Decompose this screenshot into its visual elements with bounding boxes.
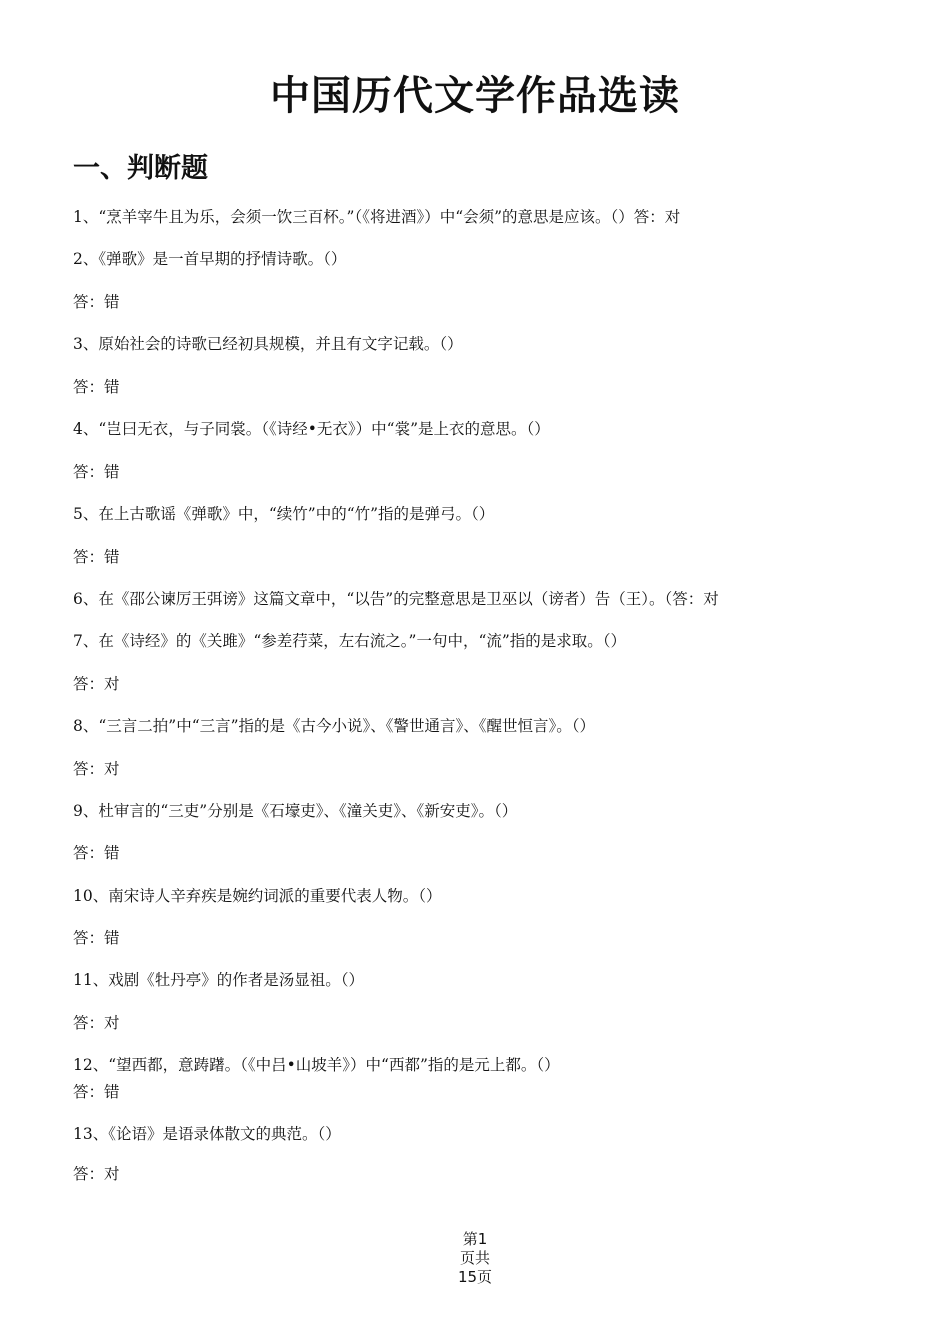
answer-9: 答：错 — [73, 844, 120, 862]
question-12: 12、“望西都，意踌躇。（《中吕•山坡羊》）中“西都”指的是元上都。（） — [73, 1056, 560, 1074]
answer-13: 答：对 — [73, 1165, 120, 1183]
answer-5: 答：错 — [73, 548, 120, 566]
question-6: 6、在《邵公谏厉王弭谤》这篇文章中，“以告”的完整意思是卫巫以（谤者）告（王）。（答：对 — [73, 590, 719, 608]
question-8: 8、“三言二拍”中“三言”指的是《古今小说》、《警世通言》、《醒世恒言》。（） — [73, 717, 596, 735]
question-11: 11、戏剧《牡丹亭》的作者是汤显祖。（） — [73, 971, 364, 989]
answer-4: 答：错 — [73, 463, 120, 481]
question-9: 9、杜审言的“三吏”分别是《石壕吏》、《潼关吏》、《新安吏》。（） — [73, 802, 518, 820]
page-footer — [0, 1230, 950, 1287]
answer-12: 答：错 — [73, 1083, 120, 1101]
question-5: 5、在上古歌谣《弹歌》中，“续竹”中的“竹”指的是弹弓。（） — [73, 505, 495, 523]
answer-2: 答：错 — [73, 293, 120, 311]
question-10: 10、南宋诗人辛弃疾是婉约词派的重要代表人物。（） — [73, 887, 442, 905]
answer-8: 答：对 — [73, 760, 120, 778]
answer-7: 答：对 — [73, 675, 120, 693]
question-4: 4、“岂曰无衣，与子同裳。（《诗经•无衣》）中“裳”是上衣的意思。（） — [73, 420, 550, 438]
question-3: 3、原始社会的诗歌已经初具规模，并且有文字记载。（） — [73, 335, 463, 353]
answer-3: 答：错 — [73, 378, 120, 396]
answer-10: 答：错 — [73, 929, 120, 947]
question-1: 1、“烹羊宰牛且为乐，会须一饮三百杯。”（《将进酒》）中“会须”的意思是应该。（）答：对 — [73, 208, 681, 226]
page-number-line-3: 15页 — [457, 1268, 493, 1286]
question-7: 7、在《诗经》的《关雎》“参差荇菜，左右流之。”一句中，“流”指的是求取。（） — [73, 632, 627, 650]
question-2: 2、《弹歌》是一首早期的抒情诗歌。（） — [73, 250, 347, 268]
document-title: 中国历代文学作品选读 — [270, 73, 680, 119]
section-heading: 一、判断题 — [73, 153, 208, 184]
answer-11: 答：对 — [73, 1014, 120, 1032]
page-number-line-1: 第1 — [462, 1230, 488, 1248]
question-13: 13、《论语》是语录体散文的典范。（） — [73, 1125, 341, 1143]
page-number-line-2: 页共 — [459, 1249, 490, 1267]
